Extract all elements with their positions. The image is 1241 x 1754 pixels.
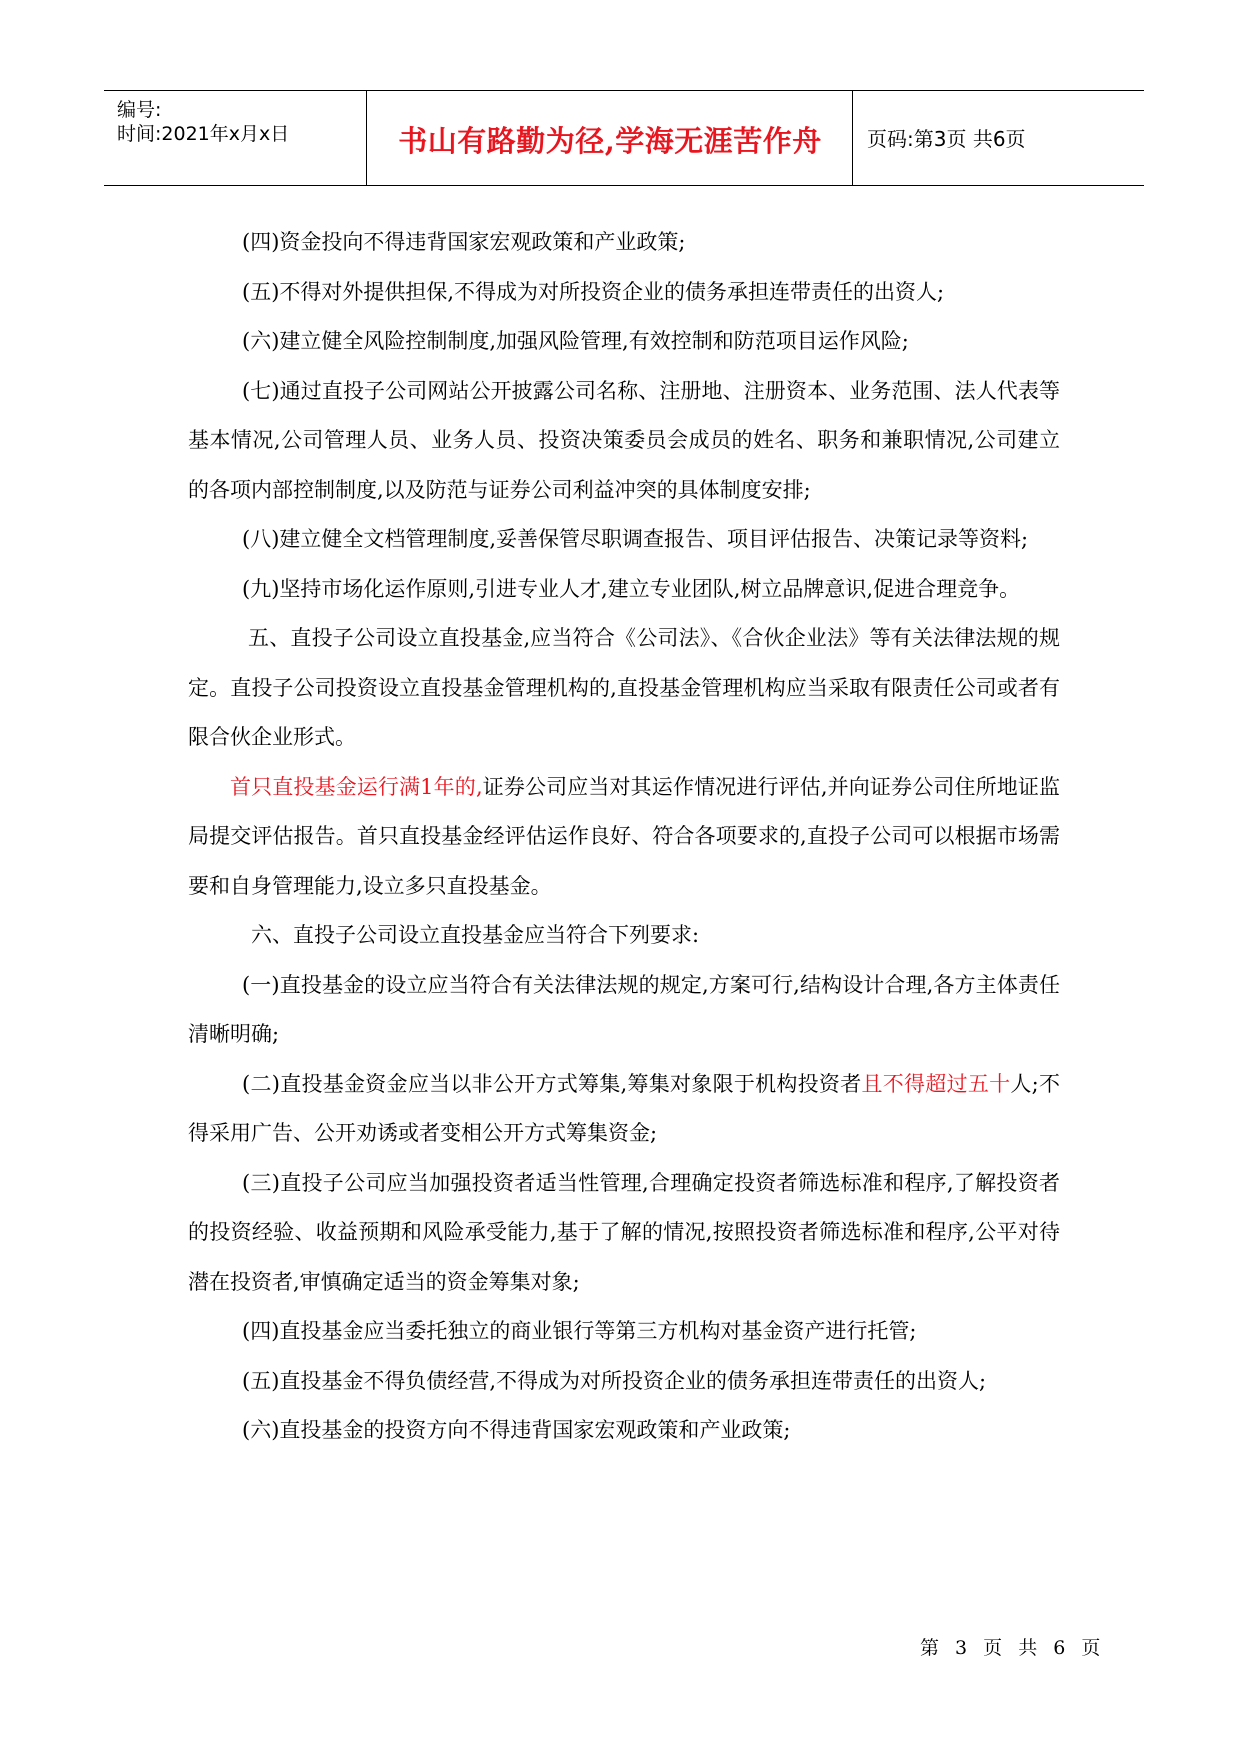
highlighted-text: 且不得超过五十 [861,1071,1011,1096]
header-motto-cell [367,91,853,185]
paragraph: 五、直投子公司设立直投基金,应当符合《公司法》、《合伙企业法》等有关法律法规的规定。直投子公司投资设立直投基金管理机构的,直投基金管理机构应当采取有限责任公司或者有限合伙企业形式。 [188,626,1060,749]
header-left-cell [104,91,367,185]
paragraph: 六、直投子公司设立直投基金应当符合下列要求: [251,923,700,947]
paragraph-first-fund [188,763,1060,912]
paragraph: (五)不得对外提供担保,不得成为对所投资企业的债务承担连带责任的出资人; [242,279,945,304]
document-time-label: 时间:2021年x月x日 [117,123,290,145]
paragraph: (四)资金投向不得违背国家宏观政策和产业政策; [242,230,686,254]
paragraph-text: 人;不得采用广告、公开劝诱或者变相公开方式筹集资金; [188,1071,1061,1145]
paragraph-text: (二)直投基金资金应当以非公开方式筹集,筹集对象限于机构投资者 [242,1071,862,1096]
paragraph: (一)直投基金的设立应当符合有关法律法规的规定,方案可行,结构设计合理,各方主体责任清晰明确; [188,972,1060,1046]
paragraph: (六)直投基金的投资方向不得违背国家宏观政策和产业政策; [242,1418,791,1442]
document-body [188,218,1060,1456]
paragraph: (三)直投子公司应当加强投资者适当性管理,合理确定投资者筛选标准和程序,了解投资者的投资经验、收益预期和风险承受能力,基于了解的情况,按照投资者筛选标准和程序,公平对待潜在投资者,审慎确定适当的资金筹集对象; [188,1170,1060,1294]
paragraph: (八)建立健全文档管理制度,妥善保管尽职调查报告、项目评估报告、决策记录等资料; [242,527,1029,551]
highlighted-text: 首只直投基金运行满1年的, [230,774,483,799]
paragraph: (七)通过直投子公司网站公开披露公司名称、注册地、注册资本、业务范围、法人代表等基本情况,公司管理人员、业务人员、投资决策委员会成员的姓名、职务和兼职情况,公司建立的各项内部控制制度,以及防范与证券公司利益冲突的具体制度安排; [188,378,1060,502]
page-footer: 第 3 页 共 6 页 [920,1637,1106,1659]
header-page-number: 页码:第3页 共6页 [867,127,1026,151]
header-motto: 书山有路勤为径,学海无涯苦作舟 [398,124,822,158]
paragraph: (六)建立健全风险控制制度,加强风险管理,有效控制和防范项目运作风险; [242,329,909,353]
document-number-label: 编号: [117,99,162,121]
paragraph: (九)坚持市场化运作原则,引进专业人才,建立专业团队,树立品牌意识,促进合理竞争。 [242,576,1021,601]
page-header [104,90,1144,186]
paragraph: (四)直投基金应当委托独立的商业银行等第三方机构对基金资产进行托管; [242,1319,917,1343]
paragraph: (五)直投基金不得负债经营,不得成为对所投资企业的债务承担连带责任的出资人; [242,1368,987,1393]
paragraph-req2 [188,1060,1060,1159]
header-page-cell [853,91,1144,185]
paragraph-text: 证券公司应当对其运作情况进行评估,并向证券公司住所地证监局提交评估报告。首只直投基金经评估运作良好、符合各项要求的,直投子公司可以根据市场需要和自身管理能力,设立多只直投基金。 [188,774,1060,898]
